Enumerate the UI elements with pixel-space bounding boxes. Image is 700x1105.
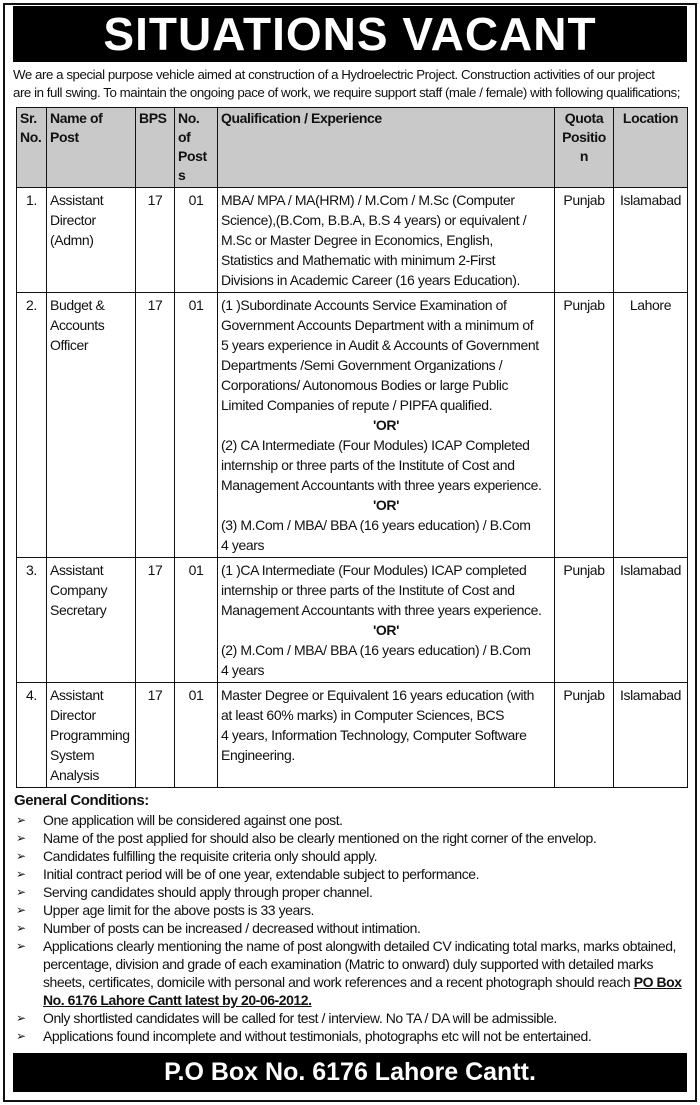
sr-no-cell — [17, 188, 47, 293]
bps-value: 17 — [147, 192, 163, 208]
location-cell — [614, 558, 688, 683]
location-cell — [614, 683, 688, 788]
bps-cell — [136, 558, 175, 683]
bps-value: 17 — [147, 562, 163, 578]
arrow-bullet-icon: ➢ — [16, 903, 26, 917]
bps-cell — [136, 293, 175, 558]
header-location: Location — [614, 108, 688, 188]
condition-item — [14, 937, 687, 1009]
qualification-line: 4 years, Information Technology, Computer Software — [221, 727, 527, 743]
quota-cell — [555, 683, 614, 788]
condition-text: Initial contract period will be of one year, extendable subject to performance. — [43, 866, 480, 882]
qualification-line: (2) CA Intermediate (Four Modules) ICAP Completed — [221, 437, 530, 453]
qualification-line: Engineering. — [221, 747, 295, 763]
qualification-line: Management Accountants with three years experience. — [221, 602, 542, 618]
condition-item — [14, 919, 687, 937]
intro-line: are in full swing. To maintain the ongoing pace of work, we require support staff (male / female) with following qualifications; — [13, 85, 680, 100]
post-name-cell — [47, 293, 136, 558]
qualification-line: (1 )Subordinate Accounts Service Examination of — [221, 297, 507, 313]
qualification-line: Master Degree or Equivalent 16 years education (with — [221, 687, 535, 703]
post-name-line: (Admn) — [50, 232, 94, 248]
table-row — [17, 558, 688, 683]
general-conditions — [13, 792, 687, 1045]
arrow-bullet-icon: ➢ — [16, 813, 26, 827]
qualification-line: Divisions in Academic Career (16 years Education). — [221, 272, 521, 288]
location-value: Islamabad — [620, 192, 681, 208]
quota-value: Punjab — [563, 192, 605, 208]
qualification-line: internship or three parts of the Institute of Cost and — [221, 582, 515, 598]
intro-line: We are a special purpose vehicle aimed at construction of a Hydroelectric Project. Construction activities of our project — [13, 67, 655, 82]
posts-cell — [175, 683, 218, 788]
table-row — [17, 293, 688, 558]
qualification-line: (1 )CA Intermediate (Four Modules) ICAP completed — [221, 562, 527, 578]
condition-item — [14, 1009, 687, 1027]
post-name-line: Analysis — [50, 767, 99, 783]
posts-count: 01 — [188, 297, 204, 313]
intro-text — [13, 66, 687, 102]
post-name-line: Officer — [50, 337, 89, 353]
qualification-line: at least 60% marks) in Computer Sciences, BCS — [221, 707, 505, 723]
sr-no: 4. — [26, 687, 37, 703]
condition-text: Applications clearly mentioning the name of post alongwith detailed CV indicating total marks, marks obtained, percentage, division and grade of each examination (Matric to onward) duly supported with detailed marks sheets, certificates, domicile with personal and work references and a recent photograph should reach — [43, 938, 676, 990]
quota-value: Punjab — [563, 562, 605, 578]
condition-item — [14, 901, 687, 919]
ad-title: SITUATIONS VACANT — [13, 6, 687, 62]
condition-item — [14, 847, 687, 865]
post-name-cell — [47, 683, 136, 788]
bps-value: 17 — [147, 687, 163, 703]
posts-cell — [175, 188, 218, 293]
posts-cell — [175, 293, 218, 558]
location-cell — [614, 293, 688, 558]
post-name-line: Programming — [50, 727, 130, 743]
posts-count: 01 — [188, 687, 204, 703]
qualification-line: Science),(B.Com, B.B.A, B.S 4 years) or equivalent / — [221, 212, 527, 228]
post-name-line: Budget & — [50, 297, 105, 313]
qualification-line: Limited Companies of repute / PIPFA qualified. — [221, 397, 493, 413]
condition-text: Number of posts can be increased / decreased without intimation. — [43, 920, 421, 936]
arrow-bullet-icon: ➢ — [16, 885, 26, 899]
location-cell — [614, 188, 688, 293]
condition-emphasis: PO Box No. 6176 Lahore Cantt latest by 20-06-2012. — [43, 974, 682, 1008]
arrow-bullet-icon: ➢ — [16, 1011, 26, 1025]
qualification-cell — [218, 293, 555, 558]
qualification-line: M.Sc or Master Degree in Economics, English, — [221, 232, 493, 248]
or-separator: 'OR' — [372, 417, 400, 433]
table-header-row — [17, 108, 688, 188]
qualification-line: 5 years experience in Audit & Accounts of Government — [221, 337, 539, 353]
location-value: Islamabad — [620, 562, 681, 578]
condition-text: Serving candidates should apply through proper channel. — [43, 884, 373, 900]
arrow-bullet-icon: ➢ — [16, 1029, 26, 1043]
qualification-cell — [218, 683, 555, 788]
posts-cell — [175, 558, 218, 683]
header-no-of-posts: No. of Posts — [175, 108, 218, 188]
qualification-line: 4 years — [221, 537, 265, 553]
header-quota: Quota Position — [555, 108, 614, 188]
condition-item — [14, 829, 687, 847]
quota-cell — [555, 188, 614, 293]
bps-value: 17 — [147, 297, 163, 313]
sr-no-cell — [17, 558, 47, 683]
table-row — [17, 188, 688, 293]
header-qualification: Qualification / Experience — [218, 108, 555, 188]
qualification-line: Management Accountants with three years experience. — [221, 477, 542, 493]
condition-item — [14, 811, 687, 829]
qualification-line: Corporations/ Autonomous Bodies or large Public — [221, 377, 509, 393]
qualification-line: (3) M.Com / MBA/ BBA (16 years education) / B.Com — [221, 517, 531, 533]
bps-cell — [136, 683, 175, 788]
post-name-line: Assistant — [50, 192, 104, 208]
condition-text: One application will be considered against one post. — [43, 812, 343, 828]
qualification-line: Government Accounts Department with a minimum of — [221, 317, 534, 333]
ad-border — [3, 3, 697, 1102]
footer-address: P.O Box No. 6176 Lahore Cantt. — [13, 1053, 687, 1092]
post-name-line: Accounts — [50, 317, 105, 333]
arrow-bullet-icon: ➢ — [16, 831, 26, 845]
header-post-name: Name of Post — [47, 108, 136, 188]
qualification-line: internship or three parts of the Institute of Cost and — [221, 457, 515, 473]
condition-item — [14, 883, 687, 901]
location-value: Lahore — [629, 297, 672, 313]
post-name-line: Director — [50, 707, 96, 723]
header-bps: BPS — [136, 108, 175, 188]
quota-value: Punjab — [563, 297, 605, 313]
sr-no: 1. — [26, 192, 37, 208]
sr-no: 3. — [26, 562, 37, 578]
qualification-line: Statistics and Mathematic with minimum 2-First — [221, 252, 496, 268]
condition-text: Upper age limit for the above posts is 33 years. — [43, 902, 314, 918]
posts-count: 01 — [188, 192, 204, 208]
posts-count: 01 — [188, 562, 204, 578]
condition-text: Applications found incomplete and without testimonials, photographs etc will not be entertained. — [43, 1028, 592, 1044]
quota-cell — [555, 293, 614, 558]
vacancies-table — [16, 107, 688, 788]
post-name-line: System — [50, 747, 95, 763]
post-name-line: Assistant — [50, 687, 104, 703]
arrow-bullet-icon: ➢ — [16, 939, 26, 953]
qualification-line: 4 years — [221, 662, 265, 678]
qualification-cell — [218, 188, 555, 293]
arrow-bullet-icon: ➢ — [16, 921, 26, 935]
post-name-line: Company — [50, 582, 108, 598]
condition-text: Candidates fulfilling the requisite criteria only should apply. — [43, 848, 378, 864]
qualification-cell — [218, 558, 555, 683]
condition-text: Name of the post applied for should also be clearly mentioned on the right corner of the envelop. — [43, 830, 597, 846]
qualification-line: (2) M.Com / MBA/ BBA (16 years education) / B.Com — [221, 642, 531, 658]
condition-item — [14, 1027, 687, 1045]
header-sr-no: Sr. No. — [17, 108, 47, 188]
post-name-line: Assistant — [50, 562, 104, 578]
sr-no: 2. — [26, 297, 37, 313]
location-value: Islamabad — [620, 687, 681, 703]
table-row — [17, 683, 688, 788]
qualification-line: Departments /Semi Government Organizations / — [221, 357, 503, 373]
conditions-heading: General Conditions: — [14, 792, 149, 809]
condition-item — [14, 865, 687, 883]
post-name-line: Secretary — [50, 602, 107, 618]
post-name-line: Director — [50, 212, 96, 228]
sr-no-cell — [17, 293, 47, 558]
spacer — [13, 1045, 687, 1049]
quota-value: Punjab — [563, 687, 605, 703]
condition-text: Only shortlisted candidates will be called for test / interview. No TA / DA will be admissible. — [43, 1010, 557, 1026]
post-name-cell — [47, 558, 136, 683]
arrow-bullet-icon: ➢ — [16, 849, 26, 863]
or-separator: 'OR' — [372, 622, 400, 638]
or-separator: 'OR' — [372, 497, 400, 513]
post-name-cell — [47, 188, 136, 293]
sr-no-cell — [17, 683, 47, 788]
bps-cell — [136, 188, 175, 293]
qualification-line: MBA/ MPA / MA(HRM) / M.Com / M.Sc (Computer — [221, 192, 515, 208]
arrow-bullet-icon: ➢ — [16, 867, 26, 881]
quota-cell — [555, 558, 614, 683]
